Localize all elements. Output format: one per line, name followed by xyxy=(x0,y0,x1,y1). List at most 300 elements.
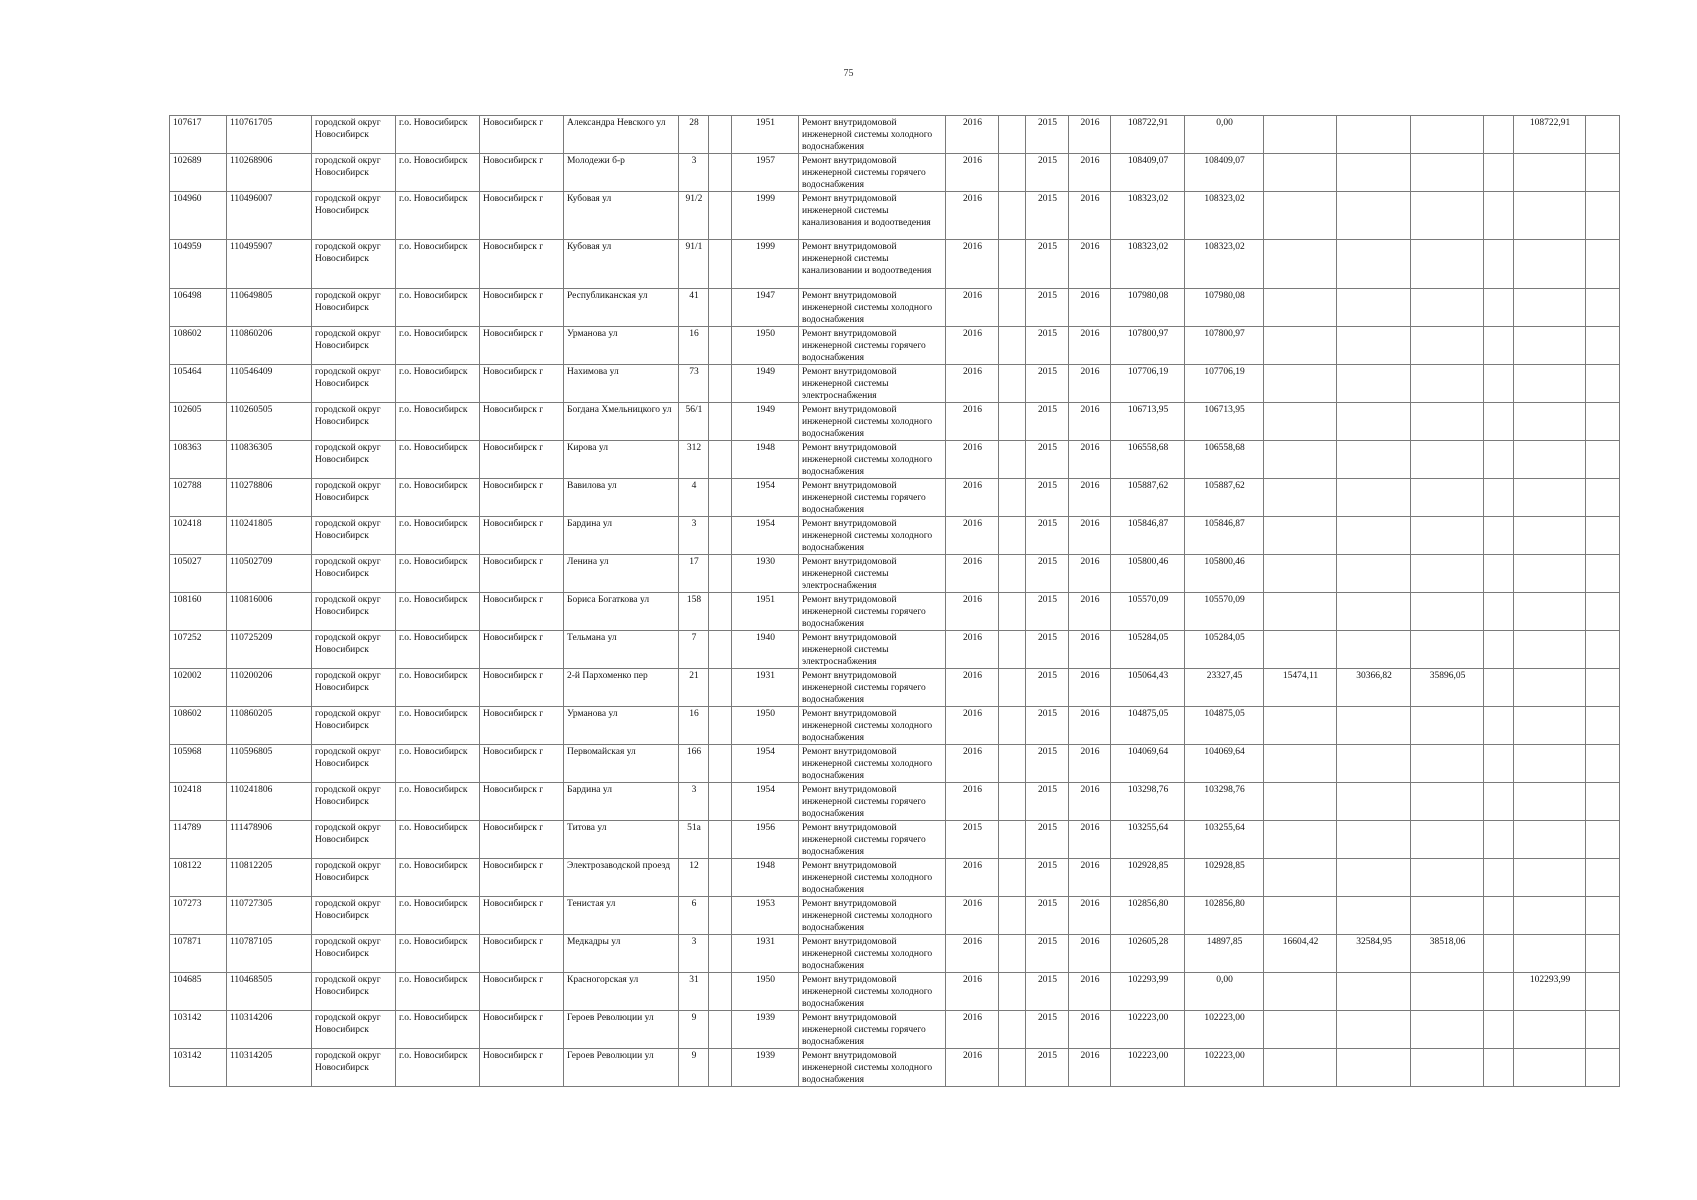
total-cost: 102293,99 xyxy=(1111,972,1185,1010)
municipality: г.о. Новосибирск xyxy=(396,364,480,402)
plan-year: 2016 xyxy=(946,1048,999,1086)
table-row xyxy=(170,934,1620,972)
year-from: 2015 xyxy=(1026,706,1069,744)
municipality: г.о. Новосибирск xyxy=(396,744,480,782)
building-number xyxy=(709,820,732,858)
cost-column-c xyxy=(1337,288,1411,326)
house-number: 73 xyxy=(679,364,709,402)
cost-column-e xyxy=(1514,364,1586,402)
street: Титова ул xyxy=(564,820,679,858)
municipality: г.о. Новосибирск xyxy=(396,516,480,554)
empty-cell xyxy=(1484,972,1514,1010)
row-id: 108122 xyxy=(170,858,227,896)
work-type: Ремонт внутридомовой инженерной системы канализовании и водоотведения xyxy=(799,240,946,288)
street: Республиканская ул xyxy=(564,288,679,326)
object-code: 110314206 xyxy=(227,1010,312,1048)
plan-year: 2016 xyxy=(946,402,999,440)
street: Вавилова ул xyxy=(564,478,679,516)
locality: Новосибирск г xyxy=(480,440,564,478)
cost-column-d xyxy=(1411,192,1484,240)
house-number: 91/1 xyxy=(679,240,709,288)
year-built: 1950 xyxy=(732,706,799,744)
empty-cell xyxy=(999,934,1026,972)
locality: Новосибирск г xyxy=(480,820,564,858)
municipality: г.о. Новосибирск xyxy=(396,820,480,858)
cost-column-c: 30366,82 xyxy=(1337,668,1411,706)
cost-column-a: 104069,64 xyxy=(1185,744,1264,782)
empty-cell xyxy=(1586,154,1620,192)
year-to: 2016 xyxy=(1069,934,1111,972)
cost-column-b xyxy=(1264,896,1337,934)
cost-column-a: 103255,64 xyxy=(1185,820,1264,858)
cost-column-c xyxy=(1337,116,1411,154)
plan-year: 2016 xyxy=(946,116,999,154)
cost-column-d xyxy=(1411,820,1484,858)
cost-column-e xyxy=(1514,288,1586,326)
building-number xyxy=(709,782,732,820)
street: Кубовая ул xyxy=(564,192,679,240)
cost-column-a: 102928,85 xyxy=(1185,858,1264,896)
district: городской округ Новосибирск xyxy=(312,782,396,820)
plan-year: 2016 xyxy=(946,154,999,192)
object-code: 110787105 xyxy=(227,934,312,972)
year-to: 2016 xyxy=(1069,782,1111,820)
year-built: 1954 xyxy=(732,744,799,782)
cost-column-c xyxy=(1337,744,1411,782)
cost-column-d: 38518,06 xyxy=(1411,934,1484,972)
table-row xyxy=(170,326,1620,364)
object-code: 110596805 xyxy=(227,744,312,782)
building-number xyxy=(709,1010,732,1048)
plan-year: 2016 xyxy=(946,972,999,1010)
row-id: 102689 xyxy=(170,154,227,192)
locality: Новосибирск г xyxy=(480,706,564,744)
work-type: Ремонт внутридомовой инженерной системы холодного водоснабжения xyxy=(799,516,946,554)
empty-cell xyxy=(1586,364,1620,402)
empty-cell xyxy=(1484,668,1514,706)
cost-column-d xyxy=(1411,440,1484,478)
cost-column-e xyxy=(1514,744,1586,782)
year-to: 2016 xyxy=(1069,668,1111,706)
cost-column-b xyxy=(1264,364,1337,402)
cost-column-b: 16604,42 xyxy=(1264,934,1337,972)
cost-column-a: 106713,95 xyxy=(1185,402,1264,440)
year-built: 1949 xyxy=(732,402,799,440)
municipality: г.о. Новосибирск xyxy=(396,972,480,1010)
empty-cell xyxy=(999,896,1026,934)
street: Урманова ул xyxy=(564,326,679,364)
year-from: 2015 xyxy=(1026,516,1069,554)
year-to: 2016 xyxy=(1069,288,1111,326)
total-cost: 108323,02 xyxy=(1111,240,1185,288)
cost-column-c xyxy=(1337,440,1411,478)
year-from: 2015 xyxy=(1026,934,1069,972)
year-built: 1940 xyxy=(732,630,799,668)
empty-cell xyxy=(999,554,1026,592)
year-to: 2016 xyxy=(1069,554,1111,592)
work-type: Ремонт внутридомовой инженерной системы холодного водоснабжения xyxy=(799,972,946,1010)
house-number: 4 xyxy=(679,478,709,516)
locality: Новосибирск г xyxy=(480,240,564,288)
building-number xyxy=(709,478,732,516)
work-type: Ремонт внутридомовой инженерной системы холодного водоснабжения xyxy=(799,1048,946,1086)
cost-column-e xyxy=(1514,440,1586,478)
cost-column-c xyxy=(1337,192,1411,240)
work-type: Ремонт внутридомовой инженерной системы горячего водоснабжения xyxy=(799,782,946,820)
district: городской округ Новосибирск xyxy=(312,288,396,326)
cost-column-c xyxy=(1337,782,1411,820)
plan-year: 2016 xyxy=(946,192,999,240)
work-type: Ремонт внутридомовой инженерной системы горячего водоснабжения xyxy=(799,478,946,516)
cost-column-b xyxy=(1264,326,1337,364)
empty-cell xyxy=(999,858,1026,896)
table-row xyxy=(170,972,1620,1010)
row-id: 102788 xyxy=(170,478,227,516)
work-type: Ремонт внутридомовой инженерной системы горячего водоснабжения xyxy=(799,820,946,858)
year-built: 1939 xyxy=(732,1048,799,1086)
cost-column-a: 105846,87 xyxy=(1185,516,1264,554)
cost-column-d: 35896,05 xyxy=(1411,668,1484,706)
work-type: Ремонт внутридомовой инженерной системы горячего водоснабжения xyxy=(799,592,946,630)
year-to: 2016 xyxy=(1069,440,1111,478)
work-type: Ремонт внутридомовой инженерной системы холодного водоснабжения xyxy=(799,440,946,478)
row-id: 102418 xyxy=(170,516,227,554)
year-to: 2016 xyxy=(1069,364,1111,402)
year-built: 1948 xyxy=(732,858,799,896)
locality: Новосибирск г xyxy=(480,744,564,782)
total-cost: 102605,28 xyxy=(1111,934,1185,972)
row-id: 107871 xyxy=(170,934,227,972)
cost-column-e xyxy=(1514,706,1586,744)
total-cost: 105846,87 xyxy=(1111,516,1185,554)
table-row xyxy=(170,782,1620,820)
total-cost: 105570,09 xyxy=(1111,592,1185,630)
object-code: 110241806 xyxy=(227,782,312,820)
row-id: 114789 xyxy=(170,820,227,858)
cost-column-e xyxy=(1514,782,1586,820)
building-number xyxy=(709,364,732,402)
empty-cell xyxy=(999,972,1026,1010)
district: городской округ Новосибирск xyxy=(312,326,396,364)
empty-cell xyxy=(999,440,1026,478)
row-id: 102605 xyxy=(170,402,227,440)
municipality: г.о. Новосибирск xyxy=(396,858,480,896)
street: Александра Невского ул xyxy=(564,116,679,154)
total-cost: 102856,80 xyxy=(1111,896,1185,934)
building-number xyxy=(709,402,732,440)
district: городской округ Новосибирск xyxy=(312,668,396,706)
locality: Новосибирск г xyxy=(480,116,564,154)
row-id: 107273 xyxy=(170,896,227,934)
cost-column-a: 102223,00 xyxy=(1185,1010,1264,1048)
year-from: 2015 xyxy=(1026,744,1069,782)
total-cost: 103255,64 xyxy=(1111,820,1185,858)
table-row xyxy=(170,554,1620,592)
year-to: 2016 xyxy=(1069,402,1111,440)
year-built: 1947 xyxy=(732,288,799,326)
empty-cell xyxy=(1484,326,1514,364)
cost-column-b xyxy=(1264,516,1337,554)
year-built: 1957 xyxy=(732,154,799,192)
total-cost: 106558,68 xyxy=(1111,440,1185,478)
building-number xyxy=(709,440,732,478)
house-number: 17 xyxy=(679,554,709,592)
empty-cell xyxy=(1484,440,1514,478)
year-to: 2016 xyxy=(1069,326,1111,364)
table-row xyxy=(170,896,1620,934)
cost-column-a: 106558,68 xyxy=(1185,440,1264,478)
municipality: г.о. Новосибирск xyxy=(396,240,480,288)
building-number xyxy=(709,326,732,364)
year-to: 2016 xyxy=(1069,516,1111,554)
cost-column-a: 105800,46 xyxy=(1185,554,1264,592)
total-cost: 105887,62 xyxy=(1111,478,1185,516)
object-code: 110860205 xyxy=(227,706,312,744)
house-number: 9 xyxy=(679,1048,709,1086)
cost-column-a: 105887,62 xyxy=(1185,478,1264,516)
work-type: Ремонт внутридомовой инженерной системы электроснабжения xyxy=(799,554,946,592)
empty-cell xyxy=(1484,858,1514,896)
municipality: г.о. Новосибирск xyxy=(396,1048,480,1086)
cost-column-b xyxy=(1264,154,1337,192)
object-code: 110812205 xyxy=(227,858,312,896)
total-cost: 104069,64 xyxy=(1111,744,1185,782)
row-id: 107617 xyxy=(170,116,227,154)
year-from: 2015 xyxy=(1026,288,1069,326)
cost-column-e xyxy=(1514,592,1586,630)
district: городской округ Новосибирск xyxy=(312,820,396,858)
table-row xyxy=(170,516,1620,554)
plan-year: 2016 xyxy=(946,478,999,516)
district: городской округ Новосибирск xyxy=(312,896,396,934)
total-cost: 107980,08 xyxy=(1111,288,1185,326)
cost-column-c: 32584,95 xyxy=(1337,934,1411,972)
object-code: 110727305 xyxy=(227,896,312,934)
municipality: г.о. Новосибирск xyxy=(396,630,480,668)
cost-column-c xyxy=(1337,858,1411,896)
street: Кубовая ул xyxy=(564,240,679,288)
year-to: 2016 xyxy=(1069,592,1111,630)
row-id: 102418 xyxy=(170,782,227,820)
house-number: 28 xyxy=(679,116,709,154)
locality: Новосибирск г xyxy=(480,402,564,440)
table-row xyxy=(170,1048,1620,1086)
cost-column-d xyxy=(1411,592,1484,630)
house-number: 6 xyxy=(679,896,709,934)
house-number: 16 xyxy=(679,706,709,744)
district: городской округ Новосибирск xyxy=(312,554,396,592)
object-code: 110546409 xyxy=(227,364,312,402)
house-number: 3 xyxy=(679,154,709,192)
municipality: г.о. Новосибирск xyxy=(396,782,480,820)
cost-column-d xyxy=(1411,364,1484,402)
row-id: 105464 xyxy=(170,364,227,402)
year-from: 2015 xyxy=(1026,554,1069,592)
building-number xyxy=(709,240,732,288)
street: Урманова ул xyxy=(564,706,679,744)
street: Молодежи б-р xyxy=(564,154,679,192)
empty-cell xyxy=(999,706,1026,744)
total-cost: 108323,02 xyxy=(1111,192,1185,240)
total-cost: 102223,00 xyxy=(1111,1048,1185,1086)
object-code: 110725209 xyxy=(227,630,312,668)
building-number xyxy=(709,934,732,972)
year-built: 1954 xyxy=(732,478,799,516)
year-built: 1999 xyxy=(732,192,799,240)
cost-column-a: 107706,19 xyxy=(1185,364,1264,402)
table-row xyxy=(170,402,1620,440)
cost-column-b xyxy=(1264,858,1337,896)
row-id: 104960 xyxy=(170,192,227,240)
table-row xyxy=(170,744,1620,782)
house-number: 51а xyxy=(679,820,709,858)
total-cost: 108409,07 xyxy=(1111,154,1185,192)
district: городской округ Новосибирск xyxy=(312,1010,396,1048)
year-from: 2015 xyxy=(1026,240,1069,288)
street: Медкадры ул xyxy=(564,934,679,972)
work-type: Ремонт внутридомовой инженерной системы холодного водоснабжения xyxy=(799,744,946,782)
empty-cell xyxy=(999,592,1026,630)
year-built: 1930 xyxy=(732,554,799,592)
street: Бориса Богаткова ул xyxy=(564,592,679,630)
empty-cell xyxy=(999,630,1026,668)
empty-cell xyxy=(1586,820,1620,858)
plan-year: 2016 xyxy=(946,364,999,402)
district: городской округ Новосибирск xyxy=(312,154,396,192)
year-from: 2015 xyxy=(1026,592,1069,630)
district: городской округ Новосибирск xyxy=(312,934,396,972)
empty-cell xyxy=(1484,1048,1514,1086)
district: городской округ Новосибирск xyxy=(312,116,396,154)
house-number: 166 xyxy=(679,744,709,782)
cost-column-b xyxy=(1264,402,1337,440)
empty-cell xyxy=(1586,288,1620,326)
locality: Новосибирск г xyxy=(480,288,564,326)
cost-column-d xyxy=(1411,1048,1484,1086)
cost-column-c xyxy=(1337,706,1411,744)
municipality: г.о. Новосибирск xyxy=(396,478,480,516)
row-id: 107252 xyxy=(170,630,227,668)
district: городской округ Новосибирск xyxy=(312,706,396,744)
year-from: 2015 xyxy=(1026,972,1069,1010)
locality: Новосибирск г xyxy=(480,592,564,630)
cost-column-a: 105570,09 xyxy=(1185,592,1264,630)
district: городской округ Новосибирск xyxy=(312,192,396,240)
cost-column-c xyxy=(1337,478,1411,516)
locality: Новосибирск г xyxy=(480,516,564,554)
year-to: 2016 xyxy=(1069,972,1111,1010)
table-row xyxy=(170,240,1620,288)
street: Нахимова ул xyxy=(564,364,679,402)
year-built: 1951 xyxy=(732,116,799,154)
house-number: 21 xyxy=(679,668,709,706)
object-code: 111478906 xyxy=(227,820,312,858)
table-row xyxy=(170,154,1620,192)
plan-year: 2016 xyxy=(946,1010,999,1048)
empty-cell xyxy=(1484,896,1514,934)
cost-column-e xyxy=(1514,858,1586,896)
total-cost: 107800,97 xyxy=(1111,326,1185,364)
object-code: 110495907 xyxy=(227,240,312,288)
empty-cell xyxy=(1586,744,1620,782)
object-code: 110816006 xyxy=(227,592,312,630)
year-built: 1948 xyxy=(732,440,799,478)
district: городской округ Новосибирск xyxy=(312,858,396,896)
work-type: Ремонт внутридомовой инженерной системы электроснабжения xyxy=(799,364,946,402)
total-cost: 104875,05 xyxy=(1111,706,1185,744)
empty-cell xyxy=(999,154,1026,192)
year-built: 1931 xyxy=(732,668,799,706)
empty-cell xyxy=(1586,972,1620,1010)
house-number: 7 xyxy=(679,630,709,668)
empty-cell xyxy=(999,820,1026,858)
cost-column-e: 108722,91 xyxy=(1514,116,1586,154)
street: 2-й Пархоменко пер xyxy=(564,668,679,706)
cost-column-c xyxy=(1337,516,1411,554)
empty-cell xyxy=(1484,116,1514,154)
building-number xyxy=(709,858,732,896)
district: городской округ Новосибирск xyxy=(312,592,396,630)
house-number: 158 xyxy=(679,592,709,630)
table-row xyxy=(170,820,1620,858)
year-from: 2015 xyxy=(1026,858,1069,896)
cost-column-e xyxy=(1514,934,1586,972)
table-row xyxy=(170,630,1620,668)
row-id: 103142 xyxy=(170,1010,227,1048)
cost-column-b xyxy=(1264,1048,1337,1086)
municipality: г.о. Новосибирск xyxy=(396,440,480,478)
year-from: 2015 xyxy=(1026,630,1069,668)
municipality: г.о. Новосибирск xyxy=(396,706,480,744)
empty-cell xyxy=(999,478,1026,516)
work-type: Ремонт внутридомовой инженерной системы холодного водоснабжения xyxy=(799,896,946,934)
locality: Новосибирск г xyxy=(480,192,564,240)
cost-column-c xyxy=(1337,1010,1411,1048)
work-type: Ремонт внутридомовой инженерной системы холодного водоснабжения xyxy=(799,402,946,440)
locality: Новосибирск г xyxy=(480,858,564,896)
district: городской округ Новосибирск xyxy=(312,402,396,440)
object-code: 110241805 xyxy=(227,516,312,554)
empty-cell xyxy=(999,1010,1026,1048)
year-from: 2015 xyxy=(1026,364,1069,402)
building-number xyxy=(709,972,732,1010)
cost-column-d xyxy=(1411,478,1484,516)
cost-column-c xyxy=(1337,630,1411,668)
house-number: 16 xyxy=(679,326,709,364)
locality: Новосибирск г xyxy=(480,364,564,402)
object-code: 110496007 xyxy=(227,192,312,240)
empty-cell xyxy=(1586,116,1620,154)
district: городской округ Новосибирск xyxy=(312,630,396,668)
table-row xyxy=(170,364,1620,402)
cost-column-c xyxy=(1337,1048,1411,1086)
municipality: г.о. Новосибирск xyxy=(396,896,480,934)
year-built: 1954 xyxy=(732,516,799,554)
cost-column-d xyxy=(1411,858,1484,896)
municipality: г.о. Новосибирск xyxy=(396,934,480,972)
cost-column-e xyxy=(1514,630,1586,668)
cost-column-b xyxy=(1264,440,1337,478)
cost-column-c xyxy=(1337,972,1411,1010)
year-built: 1950 xyxy=(732,326,799,364)
cost-column-d xyxy=(1411,402,1484,440)
cost-column-b: 15474,11 xyxy=(1264,668,1337,706)
object-code: 110200206 xyxy=(227,668,312,706)
district: городской округ Новосибирск xyxy=(312,744,396,782)
municipality: г.о. Новосибирск xyxy=(396,326,480,364)
street: Ленина ул xyxy=(564,554,679,592)
object-code: 110260505 xyxy=(227,402,312,440)
